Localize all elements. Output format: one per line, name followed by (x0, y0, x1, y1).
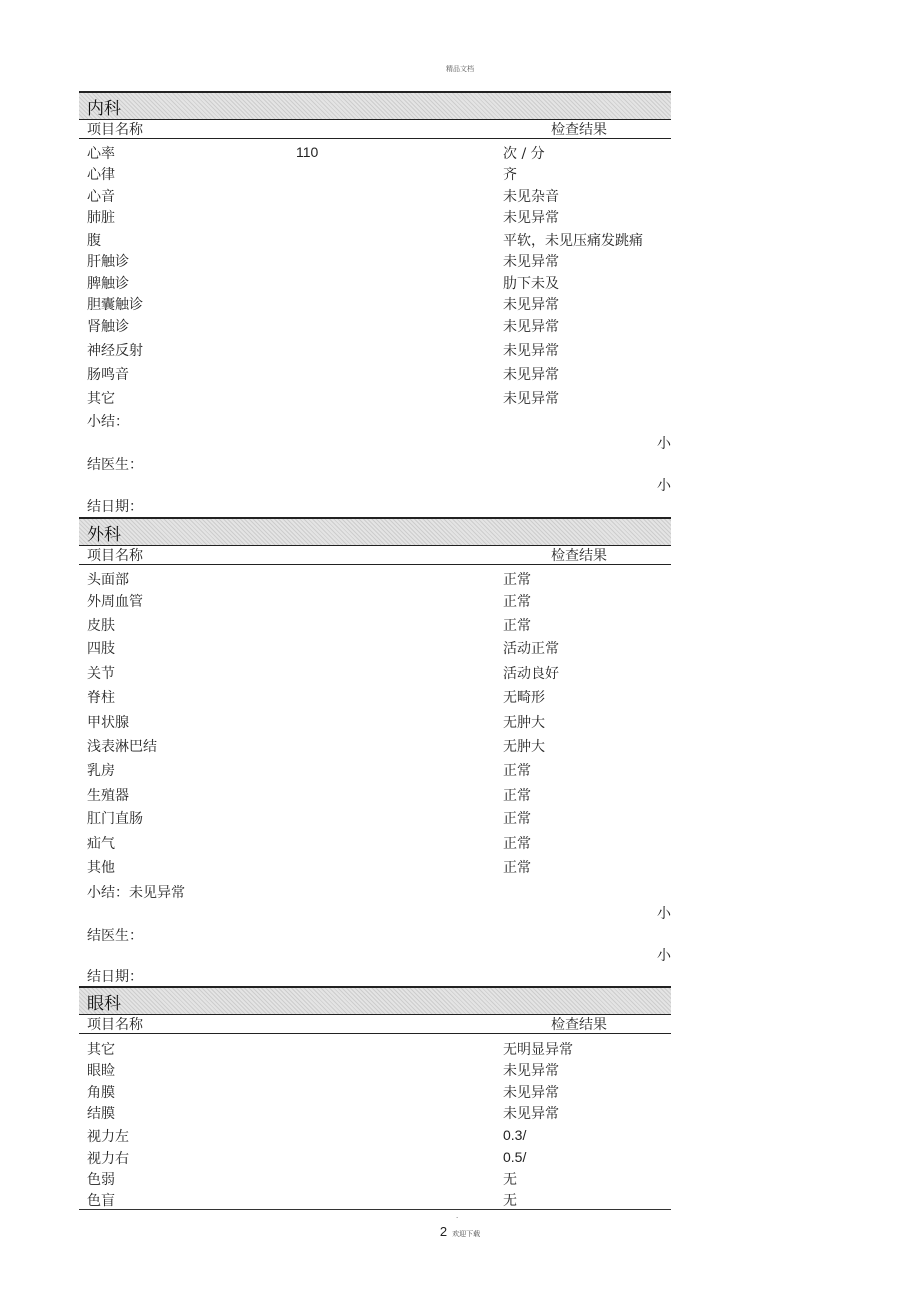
row-result: 0.5/ (503, 1149, 527, 1165)
row-result: 无 (503, 1193, 517, 1209)
row-name: 生殖器 (87, 788, 129, 804)
row-name: 肾触诊 (87, 319, 129, 335)
row-name: 关节 (87, 666, 115, 682)
row-name: 结膜 (87, 1106, 115, 1122)
column-header-row (79, 118, 671, 139)
row-result: 未见异常 (503, 297, 559, 313)
row-result: 未见异常 (503, 391, 559, 407)
row-result: 平软，未见压痛发跳痛 (503, 233, 643, 249)
row-name: 心率 (87, 146, 115, 162)
row-result: 正常 (503, 763, 531, 779)
row-result: 无肿大 (503, 739, 545, 755)
row-result: 正常 (503, 594, 531, 610)
row-name: 肝触诊 (87, 254, 129, 270)
column-header-row (79, 1013, 671, 1034)
footer-dot: . (456, 1212, 459, 1220)
row-result: 活动正常 (503, 641, 559, 657)
row-name: 眼睑 (87, 1063, 115, 1079)
row-name: 脊柱 (87, 690, 115, 706)
row-result: 无 (503, 1172, 517, 1188)
doctor-label: 结医生： (87, 928, 143, 944)
row-name: 胆囊触诊 (87, 297, 143, 313)
row-result: 活动良好 (503, 666, 559, 682)
small-mark: 小 (657, 948, 671, 964)
row-name: 甲状腺 (87, 715, 129, 731)
column-header-result: 检查结果 (551, 122, 607, 138)
row-name: 心音 (87, 189, 115, 205)
row-name: 乳房 (87, 763, 115, 779)
row-result: 未见异常 (503, 1063, 559, 1079)
row-name: 色盲 (87, 1193, 115, 1209)
page-header: 精品文档 (446, 65, 474, 73)
section-title: 外科 (87, 525, 121, 545)
row-result: 正常 (503, 860, 531, 876)
small-mark: 小 (657, 478, 671, 494)
row-name: 色弱 (87, 1172, 115, 1188)
row-name: 浅表淋巴结 (87, 739, 157, 755)
row-result: 正常 (503, 788, 531, 804)
row-result: 未见异常 (503, 1106, 559, 1122)
page-number: 2 (439, 1224, 448, 1239)
row-result: 未见杂音 (503, 189, 559, 205)
row-name: 视力左 (87, 1129, 129, 1145)
row-name: 脾触诊 (87, 276, 129, 292)
date-label: 结日期： (87, 969, 143, 985)
row-result: 未见异常 (503, 254, 559, 270)
row-name: 肠鸣音 (87, 367, 129, 383)
row-name: 其它 (87, 391, 115, 407)
row-result: 无肿大 (503, 715, 545, 731)
row-name: 肛门直肠 (87, 811, 143, 827)
row-result: 0.3/ (503, 1127, 527, 1143)
row-name: 视力右 (87, 1151, 129, 1167)
section-title: 内科 (87, 99, 121, 119)
page-footer (0, 1221, 920, 1240)
row-name: 其他 (87, 860, 115, 876)
row-result: 次 / 分 (503, 146, 545, 162)
row-result: 肋下未及 (503, 276, 559, 292)
row-result: 无畸形 (503, 690, 545, 706)
row-name: 头面部 (87, 572, 129, 588)
row-result: 未见异常 (503, 367, 559, 383)
row-name: 其它 (87, 1042, 115, 1058)
column-header-item: 项目名称 (87, 1017, 143, 1033)
section-header (79, 91, 671, 120)
row-result: 齐 (503, 167, 517, 183)
row-result: 未见异常 (503, 343, 559, 359)
row-result: 未见异常 (503, 1085, 559, 1101)
section-header (79, 986, 671, 1015)
column-header-item: 项目名称 (87, 548, 143, 564)
row-name: 角膜 (87, 1085, 115, 1101)
row-name: 肺脏 (87, 210, 115, 226)
summary-label: 小结：未见异常 (87, 885, 185, 901)
footer-text: 欢迎下载 (452, 1230, 481, 1238)
row-result: 无明显异常 (503, 1042, 573, 1058)
doctor-label: 结医生： (87, 457, 143, 473)
row-name: 腹 (87, 233, 101, 249)
row-name: 外周血管 (87, 594, 143, 610)
table-bottom-rule (79, 1209, 671, 1210)
small-mark: 小 (657, 436, 671, 452)
row-name: 疝气 (87, 836, 115, 852)
column-header-result: 检查结果 (551, 548, 607, 564)
row-result: 正常 (503, 572, 531, 588)
small-mark: 小 (657, 906, 671, 922)
summary-label: 小结： (87, 414, 129, 430)
column-header-result: 检查结果 (551, 1017, 607, 1033)
row-result: 正常 (503, 811, 531, 827)
row-result: 正常 (503, 836, 531, 852)
section-header (79, 517, 671, 546)
row-name: 四肢 (87, 641, 115, 657)
row-name: 神经反射 (87, 343, 143, 359)
column-header-row (79, 544, 671, 565)
row-result: 未见异常 (503, 319, 559, 335)
section-title: 眼科 (87, 994, 121, 1014)
row-value: 110 (296, 144, 319, 160)
row-result: 未见异常 (503, 210, 559, 226)
date-label: 结日期： (87, 499, 143, 515)
row-result: 正常 (503, 618, 531, 634)
column-header-item: 项目名称 (87, 122, 143, 138)
row-name: 心律 (87, 167, 115, 183)
row-name: 皮肤 (87, 618, 115, 634)
